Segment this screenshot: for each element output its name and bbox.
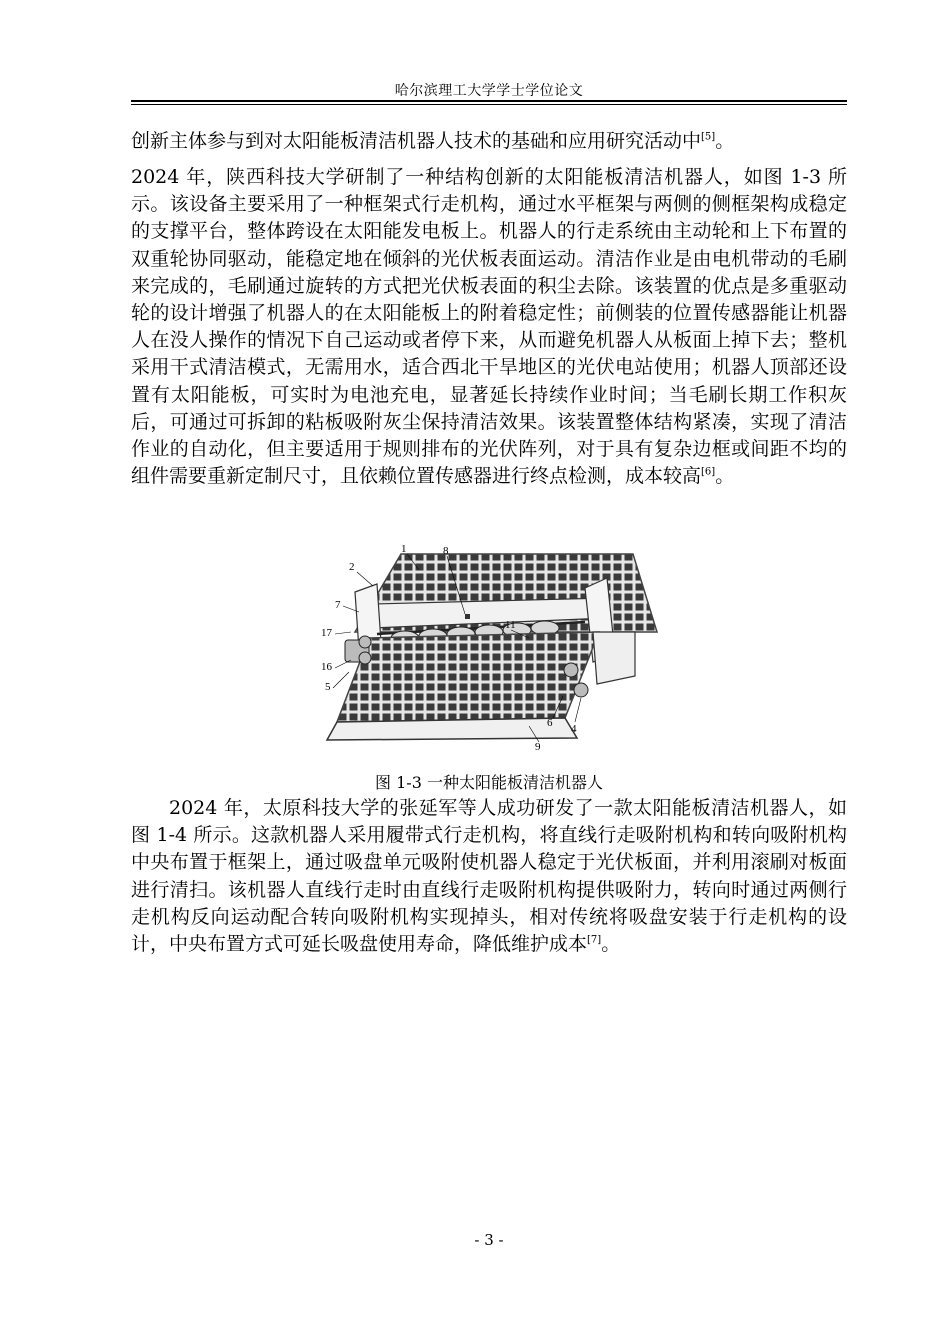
label-7: 7 xyxy=(335,599,341,611)
paragraph-3 xyxy=(131,795,847,958)
label-5: 5 xyxy=(325,681,331,693)
paragraph-3-end: 。 xyxy=(601,933,621,956)
label-2: 2 xyxy=(349,561,355,573)
label-1: 1 xyxy=(401,543,407,555)
citation-7[interactable]: [7] xyxy=(587,934,602,946)
paragraph-1 xyxy=(131,128,847,155)
figure-caption: 图 1-3 一种太阳能板清洁机器人 xyxy=(375,773,603,792)
label-11: 11 xyxy=(505,619,516,631)
label-9: 9 xyxy=(535,741,541,753)
citation-6[interactable]: [6] xyxy=(701,466,716,478)
figure-robot-drawing xyxy=(315,542,660,757)
header-rule-thick xyxy=(131,100,847,102)
paragraph-1-text: 创新主体参与到对太阳能板清洁机器人技术的基础和应用研究活动中 xyxy=(131,130,702,152)
base-frame xyxy=(327,718,577,740)
label-4: 4 xyxy=(571,723,577,735)
lower-solar-panel xyxy=(337,632,599,722)
label-6: 6 xyxy=(547,717,553,729)
label-8: 8 xyxy=(443,545,449,557)
right-base-block xyxy=(593,632,635,684)
paragraph-1-end: 。 xyxy=(715,130,735,152)
left-drive-wheels xyxy=(345,636,371,664)
paragraph-3-text: 2024 年，太原科技大学的张延军等人成功研发了一款太阳能板清洁机器人，如图 1-4 所示。这款机器人采用履带式行走机构，将直线行走吸附机构和转向吸附机构中央布置于框架上，通过吸盘单元吸附使机器人稳定于光伏板面，并利用滚刷对板面进行清扫。该机器人直线行走时由直线行走吸附机构提供吸附力，转向时通过两侧行走机构反向运动配合转向吸附机构实现掉头，相对传统将吸盘安装于行走机构的设计，中央布置方式可延长吸盘使用寿命，降低维护成本 xyxy=(131,797,847,956)
page-number: - 3 - xyxy=(474,1231,504,1249)
paragraph-2-text: 2024 年，陕西科技大学研制了一种结构创新的太阳能板清洁机器人，如图 1-3 所示。该设备主要采用了一种框架式行走机构，通过水平框架与两侧的侧框架构成稳定的支撑平台，整体跨设在太阳能发电板上。机器人的行走系统由主动轮和上下布置的双重轮协同驱动，能稳定地在倾斜的光伏板表面运动。清洁作业是由电机带动的毛刷来完成的，毛刷通过旋转的方式把光伏板表面的积尘去除。该装置的优点是多重驱动轮的设计增强了机器人的在太阳能板上的附着稳定性；前侧装的位置传感器能让机器人在没人操作的情况下自己运动或者停下来，从而避免机器人从板面上掉下去；整机采用干式清洁模式，无需用水，适合西北干旱地区的光伏电站使用；机器人顶部还设置有太阳能板，可实时为电池充电，显著延长持续作业时间；当毛刷长期工作积灰后，可通过可拆卸的粘板吸附灰尘保持清洁效果。该装置整体结构紧凑，实现了清洁作业的自动化，但主要适用于规则排布的光伏阵列，对于具有复杂边框或间距不均的组件需要重新定制尺寸，且依赖位置传感器进行终点检测，成本较高 xyxy=(131,166,847,488)
paragraph-2-end: 。 xyxy=(715,465,735,488)
label-16: 16 xyxy=(321,661,332,673)
header-rule-thin xyxy=(131,104,847,105)
citation-5[interactable]: [5] xyxy=(701,131,716,143)
paragraph-2 xyxy=(131,164,847,490)
position-sensor xyxy=(465,614,470,619)
label-17: 17 xyxy=(321,627,332,639)
running-header: 哈尔滨理工大学学士学位论文 xyxy=(394,83,584,99)
